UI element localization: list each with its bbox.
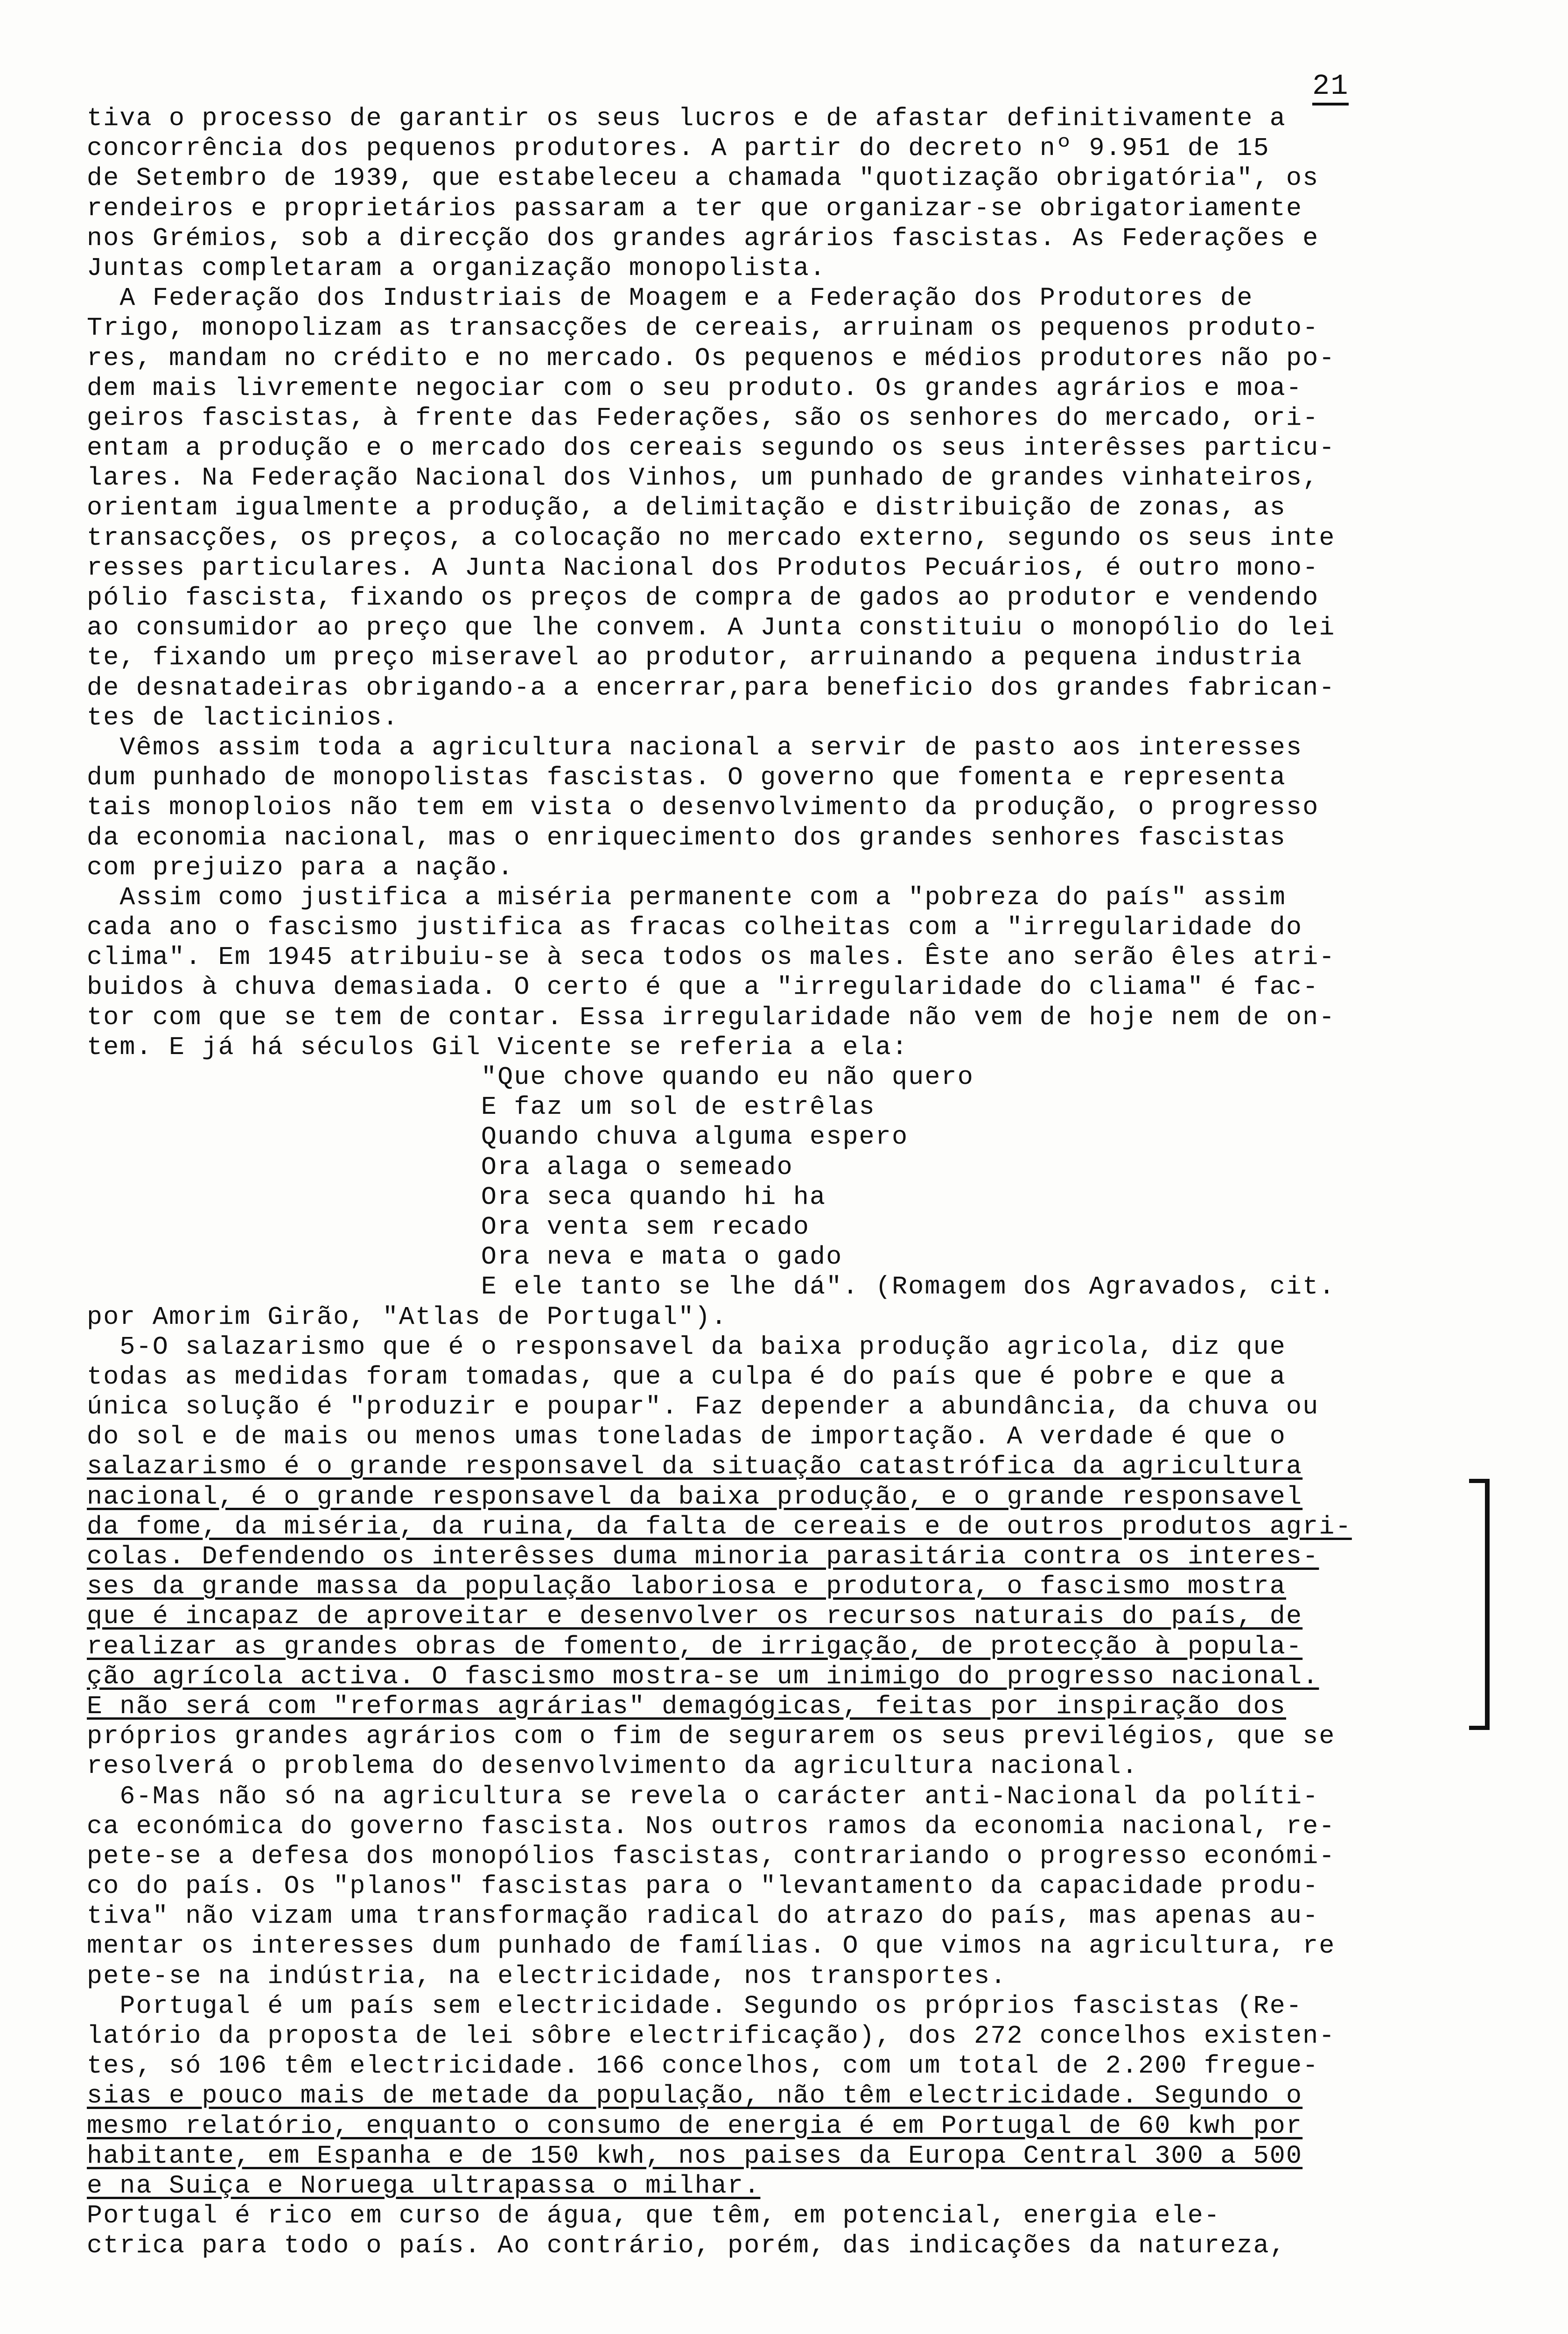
text-line: mesmo relatório, enquanto o consumo de energia é em Portugal de 60 kwh por	[87, 2111, 1303, 2141]
text-line: 6-Mas não só na agricultura se revela o carácter anti-Nacional da políti-	[87, 1781, 1319, 1811]
text-line: tiva o processo de garantir os seus lucros e de afastar definitivamente a	[87, 104, 1286, 133]
text-line: tor com que se tem de contar. Essa irregularidade não vem de hoje nem de on-	[87, 1002, 1336, 1032]
text-line: geiros fascistas, à frente das Federações, são os senhores do mercado, ori-	[87, 403, 1319, 433]
document-body	[87, 104, 1477, 2261]
text-line: Ora venta sem recado	[87, 1212, 810, 1242]
text-line: ção agrícola activa. O fascismo mostra-se um inimigo do progresso nacional.	[87, 1661, 1319, 1691]
text-line: realizar as grandes obras de fomento, de irrigação, de protecção à popula-	[87, 1631, 1303, 1661]
text-line: resolverá o problema do desenvolvimento da agricultura nacional.	[87, 1751, 1139, 1781]
text-line: res, mandam no crédito e no mercado. Os pequenos e médios produtores não po-	[87, 343, 1336, 373]
text-line: E ele tanto se lhe dá". (Romagem dos Agravados, cit.	[87, 1272, 1336, 1302]
text-line: Ora neva e mata o gado	[87, 1242, 843, 1272]
text-line: pete-se na indústria, na electricidade, nos transportes.	[87, 1961, 1007, 1991]
text-line: tem. E já há séculos Gil Vicente se referia a ela:	[87, 1032, 909, 1062]
text-line: entam a produção e o mercado dos cereais segundo os seus interêsses particu-	[87, 433, 1336, 463]
text-line: Ora alaga o semeado	[87, 1152, 793, 1182]
text-line: mentar os interesses dum punhado de famílias. O que vimos na agricultura, re	[87, 1931, 1336, 1961]
margin-bracket	[1469, 1479, 1490, 1730]
text-line: lares. Na Federação Nacional dos Vinhos, um punhado de grandes vinhateiros,	[87, 463, 1319, 493]
text-line: da fome, da miséria, da ruina, da falta de cereais e de outros produtos agri-	[87, 1511, 1352, 1541]
text-line: da economia nacional, mas o enriquecimento dos grandes senhores fascistas	[87, 823, 1286, 852]
text-line: rendeiros e proprietários passaram a ter que organizar-se obrigatoriamente	[87, 193, 1303, 223]
text-line: única solução é "produzir e poupar". Faz depender a abundância, da chuva ou	[87, 1392, 1319, 1422]
text-line: do sol e de mais ou menos umas toneladas de importação. A verdade é que o	[87, 1422, 1286, 1452]
text-line: próprios grandes agrários com o fim de segurarem os seus previlégios, que se	[87, 1722, 1336, 1751]
text-line: pólio fascista, fixando os preços de compra de gados ao produtor e vendendo	[87, 583, 1319, 612]
text-line: Juntas completaram a organização monopolista.	[87, 253, 826, 283]
text-line: buidos à chuva demasiada. O certo é que a "irregularidade do cliama" é fac-	[87, 972, 1319, 1002]
text-line: tes de lacticinios.	[87, 703, 399, 732]
text-line: Ora seca quando hi ha	[87, 1182, 826, 1212]
text-line: dum punhado de monopolistas fascistas. O governo que fomenta e representa	[87, 763, 1286, 793]
page-number: 21	[1312, 70, 1349, 105]
text-line: ao consumidor ao preço que lhe convem. A Junta constituiu o monopólio do lei	[87, 613, 1336, 643]
text-line: nacional, é o grande responsavel da baixa produção, e o grande responsavel	[87, 1482, 1303, 1511]
text-line: com prejuizo para a nação.	[87, 852, 514, 882]
text-line: e na Suiça e Noruega ultrapassa o milhar.	[87, 2171, 761, 2200]
text-line: ca económica do governo fascista. Nos outros ramos da economia nacional, re-	[87, 1811, 1336, 1841]
text-line: tes, só 106 têm electricidade. 166 concelhos, com um total de 2.200 fregue-	[87, 2051, 1319, 2081]
text-line: habitante, em Espanha e de 150 kwh, nos paises da Europa Central 300 a 500	[87, 2141, 1303, 2171]
text-line: co do país. Os "planos" fascistas para o "levantamento da capacidade produ-	[87, 1871, 1319, 1901]
text-line: ses da grande massa da população laboriosa e produtora, o fascismo mostra	[87, 1572, 1286, 1602]
text-line: de Setembro de 1939, que estabeleceu a chamada "quotização obrigatória", os	[87, 163, 1319, 193]
text-line: Vêmos assim toda a agricultura nacional a servir de pasto aos interesses	[87, 732, 1303, 762]
text-line: pete-se a defesa dos monopólios fascistas, contrariando o progresso económi-	[87, 1841, 1336, 1871]
text-line: Portugal é rico em curso de água, que têm, em potencial, energia ele-	[87, 2201, 1221, 2231]
text-line: de desnatadeiras obrigando-a a encerrar,para beneficio dos grandes fabrican-	[87, 673, 1336, 703]
text-line: te, fixando um preço miseravel ao produtor, arruinando a pequena industria	[87, 643, 1303, 673]
text-line: latório da proposta de lei sôbre electrificação), dos 272 concelhos existen-	[87, 2021, 1336, 2051]
text-line: tais monoploios não tem em vista o desenvolvimento da produção, o progresso	[87, 793, 1319, 823]
text-line: Assim como justifica a miséria permanente com a "pobreza do país" assim	[87, 882, 1286, 912]
text-line: ctrica para todo o país. Ao contrário, porém, das indicações da natureza,	[87, 2231, 1286, 2261]
text-line: clima". Em 1945 atribuiu-se à seca todos os males. Êste ano serão êles atri-	[87, 942, 1336, 972]
text-line: E faz um sol de estrêlas	[87, 1092, 875, 1122]
text-line: transacções, os preços, a colocação no mercado externo, segundo os seus inte	[87, 523, 1336, 553]
text-line: sias e pouco mais de metade da população, não têm electricidade. Segundo o	[87, 2081, 1303, 2111]
text-line: "Que chove quando eu não quero	[87, 1062, 974, 1092]
text-line: cada ano o fascismo justifica as fracas colheitas com a "irregularidade do	[87, 913, 1303, 942]
text-line: 5-O salazarismo que é o responsavel da baixa produção agricola, diz que	[87, 1332, 1286, 1362]
text-line: Portugal é um país sem electricidade. Segundo os próprios fascistas (Re-	[87, 1991, 1303, 2021]
text-line: orientam igualmente a produção, a delimitação e distribuição de zonas, as	[87, 493, 1286, 523]
text-line: Trigo, monopolizam as transacções de cereais, arruinam os pequenos produto-	[87, 313, 1319, 343]
text-line: concorrência dos pequenos produtores. A partir do decreto nº 9.951 de 15	[87, 134, 1270, 163]
text-line: por Amorim Girão, "Atlas de Portugal").	[87, 1302, 728, 1332]
text-line: todas as medidas foram tomadas, que a culpa é do país que é pobre e que a	[87, 1362, 1286, 1392]
text-line: que é incapaz de aproveitar e desenvolver os recursos naturais do país, de	[87, 1602, 1303, 1631]
text-line: resses particulares. A Junta Nacional dos Produtos Pecuários, é outro mono-	[87, 553, 1319, 583]
text-line: dem mais livremente negociar com o seu produto. Os grandes agrários e moa-	[87, 373, 1303, 403]
text-line: colas. Defendendo os interêsses duma minoria parasitária contra os interes-	[87, 1542, 1319, 1571]
text-line: salazarismo é o grande responsavel da situação catastrófica da agricultura	[87, 1452, 1303, 1482]
text-line: nos Grémios, sob a direcção dos grandes agrários fascistas. As Federações e	[87, 223, 1319, 253]
text-line: E não será com "reformas agrárias" demagógicas, feitas por inspiração dos	[87, 1691, 1286, 1721]
text-line: A Federação dos Industriais de Moagem e a Federação dos Produtores de	[87, 283, 1253, 313]
text-line: tiva" não vizam uma transformação radical do atrazo do país, mas apenas au-	[87, 1901, 1319, 1931]
text-line: Quando chuva alguma espero	[87, 1122, 909, 1152]
